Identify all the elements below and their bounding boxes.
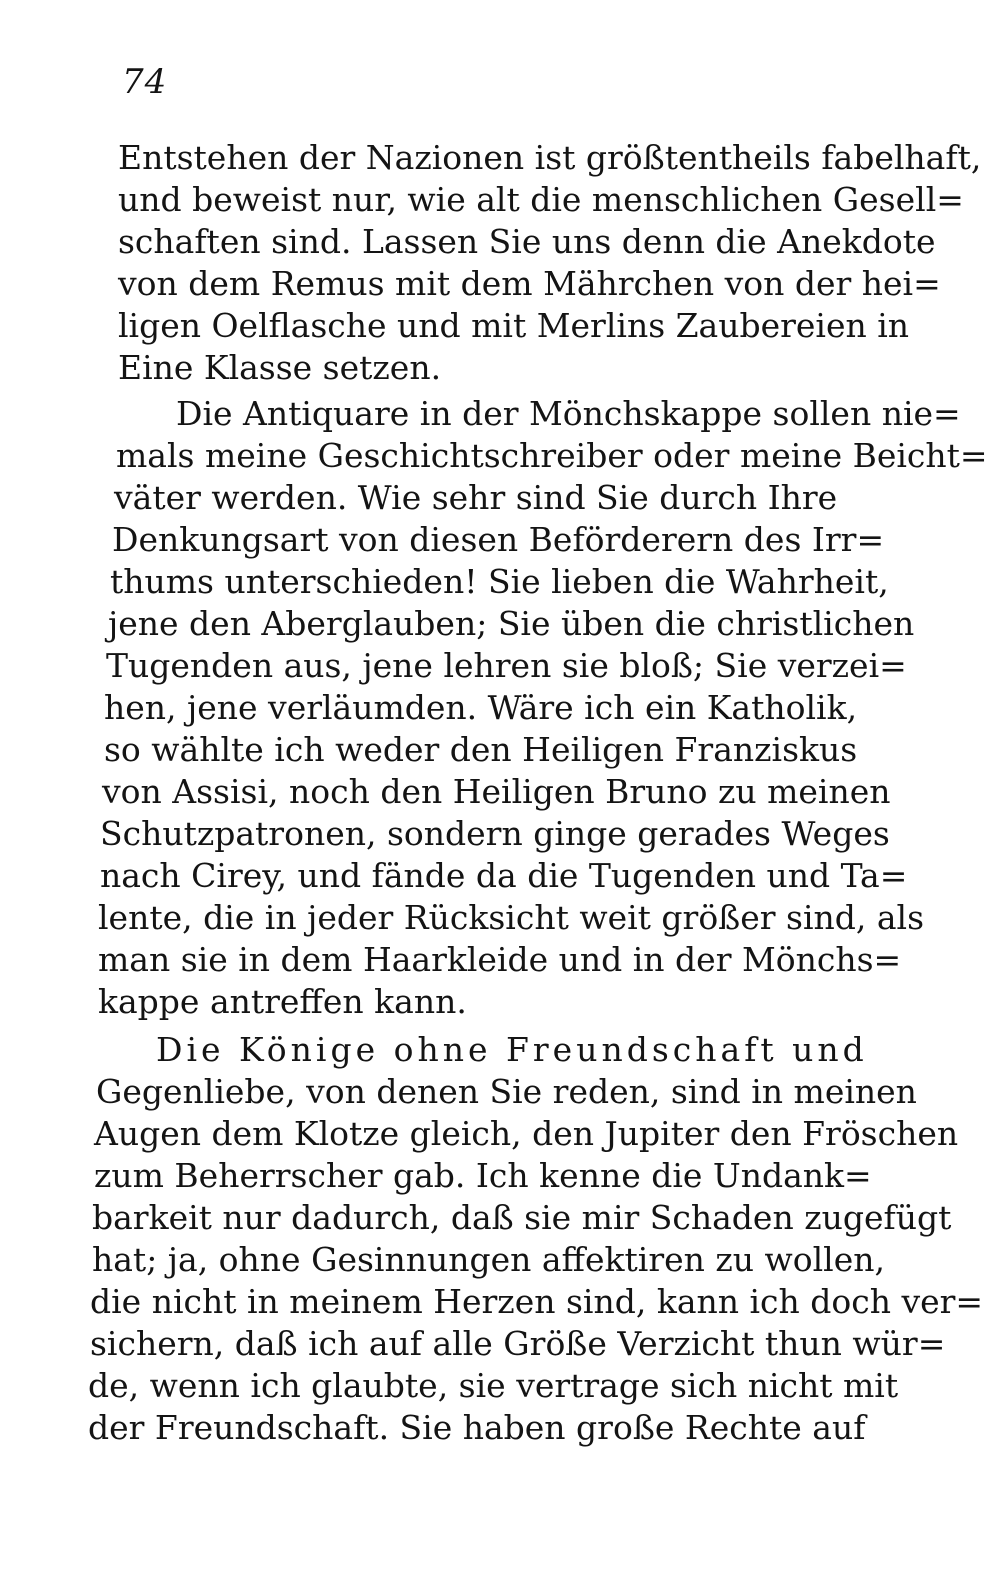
text-line-1: Entstehen der Nazionen ist größtentheils fabelhaft, (118, 138, 982, 177)
text-line-3: schaften sind. Lassen Sie uns denn die Anekdote (118, 222, 936, 261)
text-line-13: Tugenden aus, jene lehren sie bloß; Sie verzei= (106, 646, 907, 685)
text-line-19: lente, die in jeder Rücksicht weit größer sind, als (98, 898, 925, 937)
text-line-28: die nicht in meinem Herzen sind, kann ich doch ver= (90, 1282, 984, 1321)
text-line-2: und beweist nur, wie alt die menschlichen Gesell= (118, 180, 964, 219)
text-line-11: thums unterschieden! Sie lieben die Wahrheit, (110, 562, 889, 601)
text-line-5: ligen Oelflasche und mit Merlins Zaubereien in (118, 306, 910, 345)
text-line-18: nach Cirey, und fände da die Tugenden und Ta= (100, 856, 908, 895)
text-line-22: Die Könige ohne Freundschaft und (156, 1030, 868, 1069)
text-line-26: barkeit nur dadurch, daß sie mir Schaden zugefügt (92, 1198, 952, 1237)
text-line-12: jene den Aberglauben; Sie üben die christlichen (108, 604, 915, 643)
text-line-30: de, wenn ich glaubte, sie vertrage sich nicht mit (88, 1366, 899, 1405)
text-line-25: zum Beherrscher gab. Ich kenne die Undank= (94, 1156, 872, 1195)
text-line-10: Denkungsart von diesen Beförderern des Irr= (112, 520, 885, 559)
text-line-7: Die Antiquare in der Mönchskappe sollen nie= (176, 394, 961, 433)
text-line-21: kappe antreffen kann. (98, 982, 467, 1021)
text-line-8: mals meine Geschichtschreiber oder meine Beicht= (116, 436, 988, 475)
text-line-20: man sie in dem Haarkleide und in der Mönchs= (98, 940, 902, 979)
text-line-16: von Assisi, noch den Heiligen Bruno zu meinen (102, 772, 891, 811)
text-line-24: Augen dem Klotze gleich, den Jupiter den Fröschen (94, 1114, 959, 1153)
text-line-6: Eine Klasse setzen. (118, 348, 442, 387)
text-line-4: von dem Remus mit dem Mährchen von der hei= (118, 264, 941, 303)
page-number: 74 (122, 62, 168, 102)
text-line-27: hat; ja, ohne Gesinnungen affektiren zu wollen, (92, 1240, 885, 1279)
text-line-14: hen, jene verläumden. Wäre ich ein Katholik, (104, 688, 858, 727)
text-line-23: Gegenliebe, von denen Sie reden, sind in meinen (96, 1072, 917, 1111)
text-line-29: sichern, daß ich auf alle Größe Verzicht thun wür= (90, 1324, 946, 1363)
text-line-17: Schutzpatronen, sondern ginge gerades Weges (100, 814, 890, 853)
text-line-9: väter werden. Wie sehr sind Sie durch Ihre (114, 478, 838, 517)
text-line-15: so wählte ich weder den Heiligen Franziskus (104, 730, 858, 769)
text-line-31: der Freundschaft. Sie haben große Rechte auf (88, 1408, 866, 1447)
